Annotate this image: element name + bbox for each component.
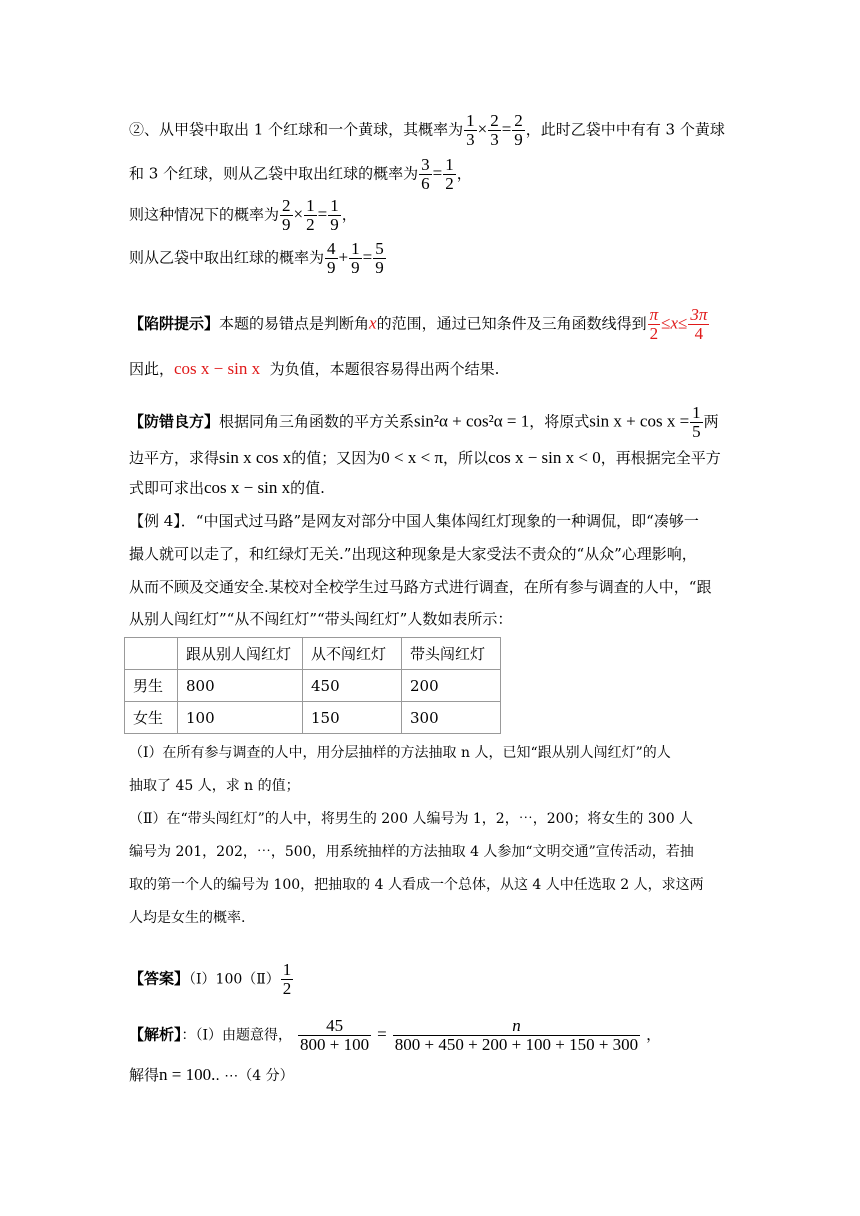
table-cell: 200 (402, 670, 501, 702)
text: 两 (703, 412, 719, 431)
analysis-line (129, 1064, 294, 1087)
text: ②、从甲袋中取出 1 个红球和一个黄球，其概率为 (129, 120, 464, 139)
fraction: $\frac{2}{9}$ (282, 196, 291, 234)
fraction: $\frac{2}{9}$ (514, 111, 523, 149)
le-sign: ≤ (678, 313, 688, 333)
fraction: $\frac{1}{5}$ (692, 403, 701, 441)
example-line: 从而不顾及交通安全.某校对全校学生过马路方式进行调查，在所有参与调查的人中，“跟 (129, 578, 712, 596)
equals-sign: = (377, 1024, 387, 1044)
fraction: $\frac{3\pi}{4}$ (690, 305, 708, 343)
text: 边平方，求得 (129, 449, 220, 467)
fraction: $\frac{n}{800 + 450 + 200 + 100 + 150 + 300}$ (394, 1016, 639, 1054)
table-cell: 带头闯红灯 (402, 638, 501, 670)
question-line: （Ⅰ）在所有参与调查的人中，用分层抽样的方法抽取 n 人，已知“跟从别人闯红灯”的人 (129, 745, 671, 761)
question-line: 取的第一个人的编号为 100，把抽取的 4 人看成一个总体，从这 4 人中任选取 2 人，求这两 (129, 877, 704, 893)
equals-sign: = (362, 247, 373, 267)
remedy-line (129, 477, 325, 499)
text: 本题的易错点是判断角 (219, 314, 370, 333)
plus-sign: + (338, 247, 349, 267)
table-row (125, 670, 501, 702)
survey-table (124, 637, 501, 734)
trap-tip-line (129, 306, 710, 343)
fraction: $\frac{4}{9}$ (327, 239, 336, 277)
math-expr: cos x − sin x < 0 (488, 448, 601, 467)
para-line (129, 240, 387, 277)
section-label: 【答案】 (129, 969, 190, 988)
math-expr: cos x − sin x (174, 359, 261, 378)
math-expr: cos x − sin x (204, 478, 291, 497)
text: 的范围，通过已知条件及三角函数线得到 (376, 314, 647, 333)
text: ，此时乙袋中中有有 3 个黄球 (525, 120, 725, 139)
text: ，所以 (443, 449, 489, 467)
table-cell: 450 (303, 670, 402, 702)
table-cell: 800 (178, 670, 303, 702)
table-cell: 300 (402, 702, 501, 734)
table-row (125, 702, 501, 734)
text: ，再根据完全平方 (600, 449, 721, 467)
answer-line (129, 961, 294, 998)
text: 的值；又因为 (291, 449, 382, 467)
question-line: （Ⅱ）在“带头闯红灯”的人中，将男生的 200 人编号为 1，2，⋯，200；将女生的 300 人 (129, 811, 694, 827)
text: . ⋯（4 分） (215, 1068, 294, 1084)
question-line: 人均是女生的概率. (129, 910, 246, 926)
text: 则这种情况下的概率为 (129, 205, 280, 224)
text: 解得 (129, 1066, 160, 1084)
math-var: x (670, 313, 679, 333)
question-line: 编号为 201，202，⋯，500，用系统抽样的方法抽取 4 人参加“文明交通”宣传活动，若抽 (129, 844, 694, 860)
equals-sign: = (501, 119, 512, 139)
fraction: $\frac{2}{3}$ (490, 111, 499, 149)
fraction: $\frac{1}{2}$ (445, 155, 454, 193)
text: 和 3 个红球，则从乙袋中取出红球的概率为 (129, 164, 419, 183)
table-cell: 跟从别人闯红灯 (178, 638, 303, 670)
section-label: 【防错良方】 (129, 412, 220, 431)
text: ， (341, 205, 357, 224)
fraction: $\frac{45}{800 + 100}$ (300, 1016, 370, 1054)
fraction: $\frac{1}{2}$ (306, 196, 315, 234)
math-expr: sin x + cos x = (589, 411, 690, 431)
math-expr: n = 100. (159, 1065, 216, 1084)
section-label: 【解析】 (129, 1025, 182, 1044)
para-line (129, 197, 357, 234)
text: ：（I）由题意得， (181, 1027, 293, 1044)
text: （Ⅰ）100（Ⅱ） (189, 971, 280, 988)
question-line: 抽取了 45 人，求 n 的值； (129, 778, 300, 794)
times-sign: × (477, 119, 488, 139)
example-line: 【例 4】．“中国式过马路”是网友对部分中国人集体闯红灯现象的一种调侃，即“凑够一 (129, 512, 699, 530)
fraction: $\frac{1}{2}$ (282, 960, 292, 998)
math-var: x (369, 313, 377, 333)
text: 则从乙袋中取出红球的概率为 (129, 248, 325, 267)
analysis-line (129, 1017, 661, 1054)
text: ， (456, 164, 472, 183)
table-cell: 150 (303, 702, 402, 734)
equals-sign: = (432, 163, 443, 183)
table-cell (125, 638, 178, 670)
le-sign: ≤ (661, 313, 671, 333)
para-line (129, 156, 472, 193)
para-line (129, 112, 725, 149)
trap-tip-line (129, 358, 499, 380)
fraction: $\frac{\pi}{2}$ (649, 305, 659, 343)
text: 因此， (129, 360, 175, 378)
fraction: $\frac{1}{9}$ (351, 239, 360, 277)
table-cell: 女生 (125, 702, 178, 734)
text: 式即可求出 (129, 479, 205, 497)
remedy-line (129, 404, 719, 441)
example-line: 撮人就可以走了，和红绿灯无关.”出现这种现象是大家受法不责众的“从众”心理影响， (129, 545, 697, 563)
math-expr: 0 < x < π (381, 448, 444, 467)
math-expr: sin x cos x (219, 448, 292, 467)
times-sign: × (293, 204, 304, 224)
fraction: $\frac{3}{6}$ (421, 155, 430, 193)
section-label: 【陷阱提示】 (129, 314, 220, 333)
math-expr: sin²α + cos²α = 1 (414, 411, 530, 431)
fraction: $\frac{1}{3}$ (466, 111, 475, 149)
text: ， (646, 1025, 662, 1044)
equals-sign: = (317, 204, 328, 224)
example-line: 从别人闯红灯”“从不闯红灯”“带头闯红灯”人数如表所示： (129, 610, 513, 628)
remedy-line (129, 447, 721, 469)
fraction: $\frac{1}{9}$ (330, 196, 339, 234)
fraction: $\frac{5}{9}$ (375, 239, 384, 277)
table-cell: 100 (178, 702, 303, 734)
text: ，将原式 (529, 412, 590, 431)
table-header-row (125, 638, 501, 670)
text: 为负值，本题很容易得出两个结果. (269, 360, 500, 378)
table-cell: 从不闯红灯 (303, 638, 402, 670)
text: 根据同角三角函数的平方关系 (219, 412, 415, 431)
text: 的值. (290, 479, 325, 497)
table-cell: 男生 (125, 670, 178, 702)
